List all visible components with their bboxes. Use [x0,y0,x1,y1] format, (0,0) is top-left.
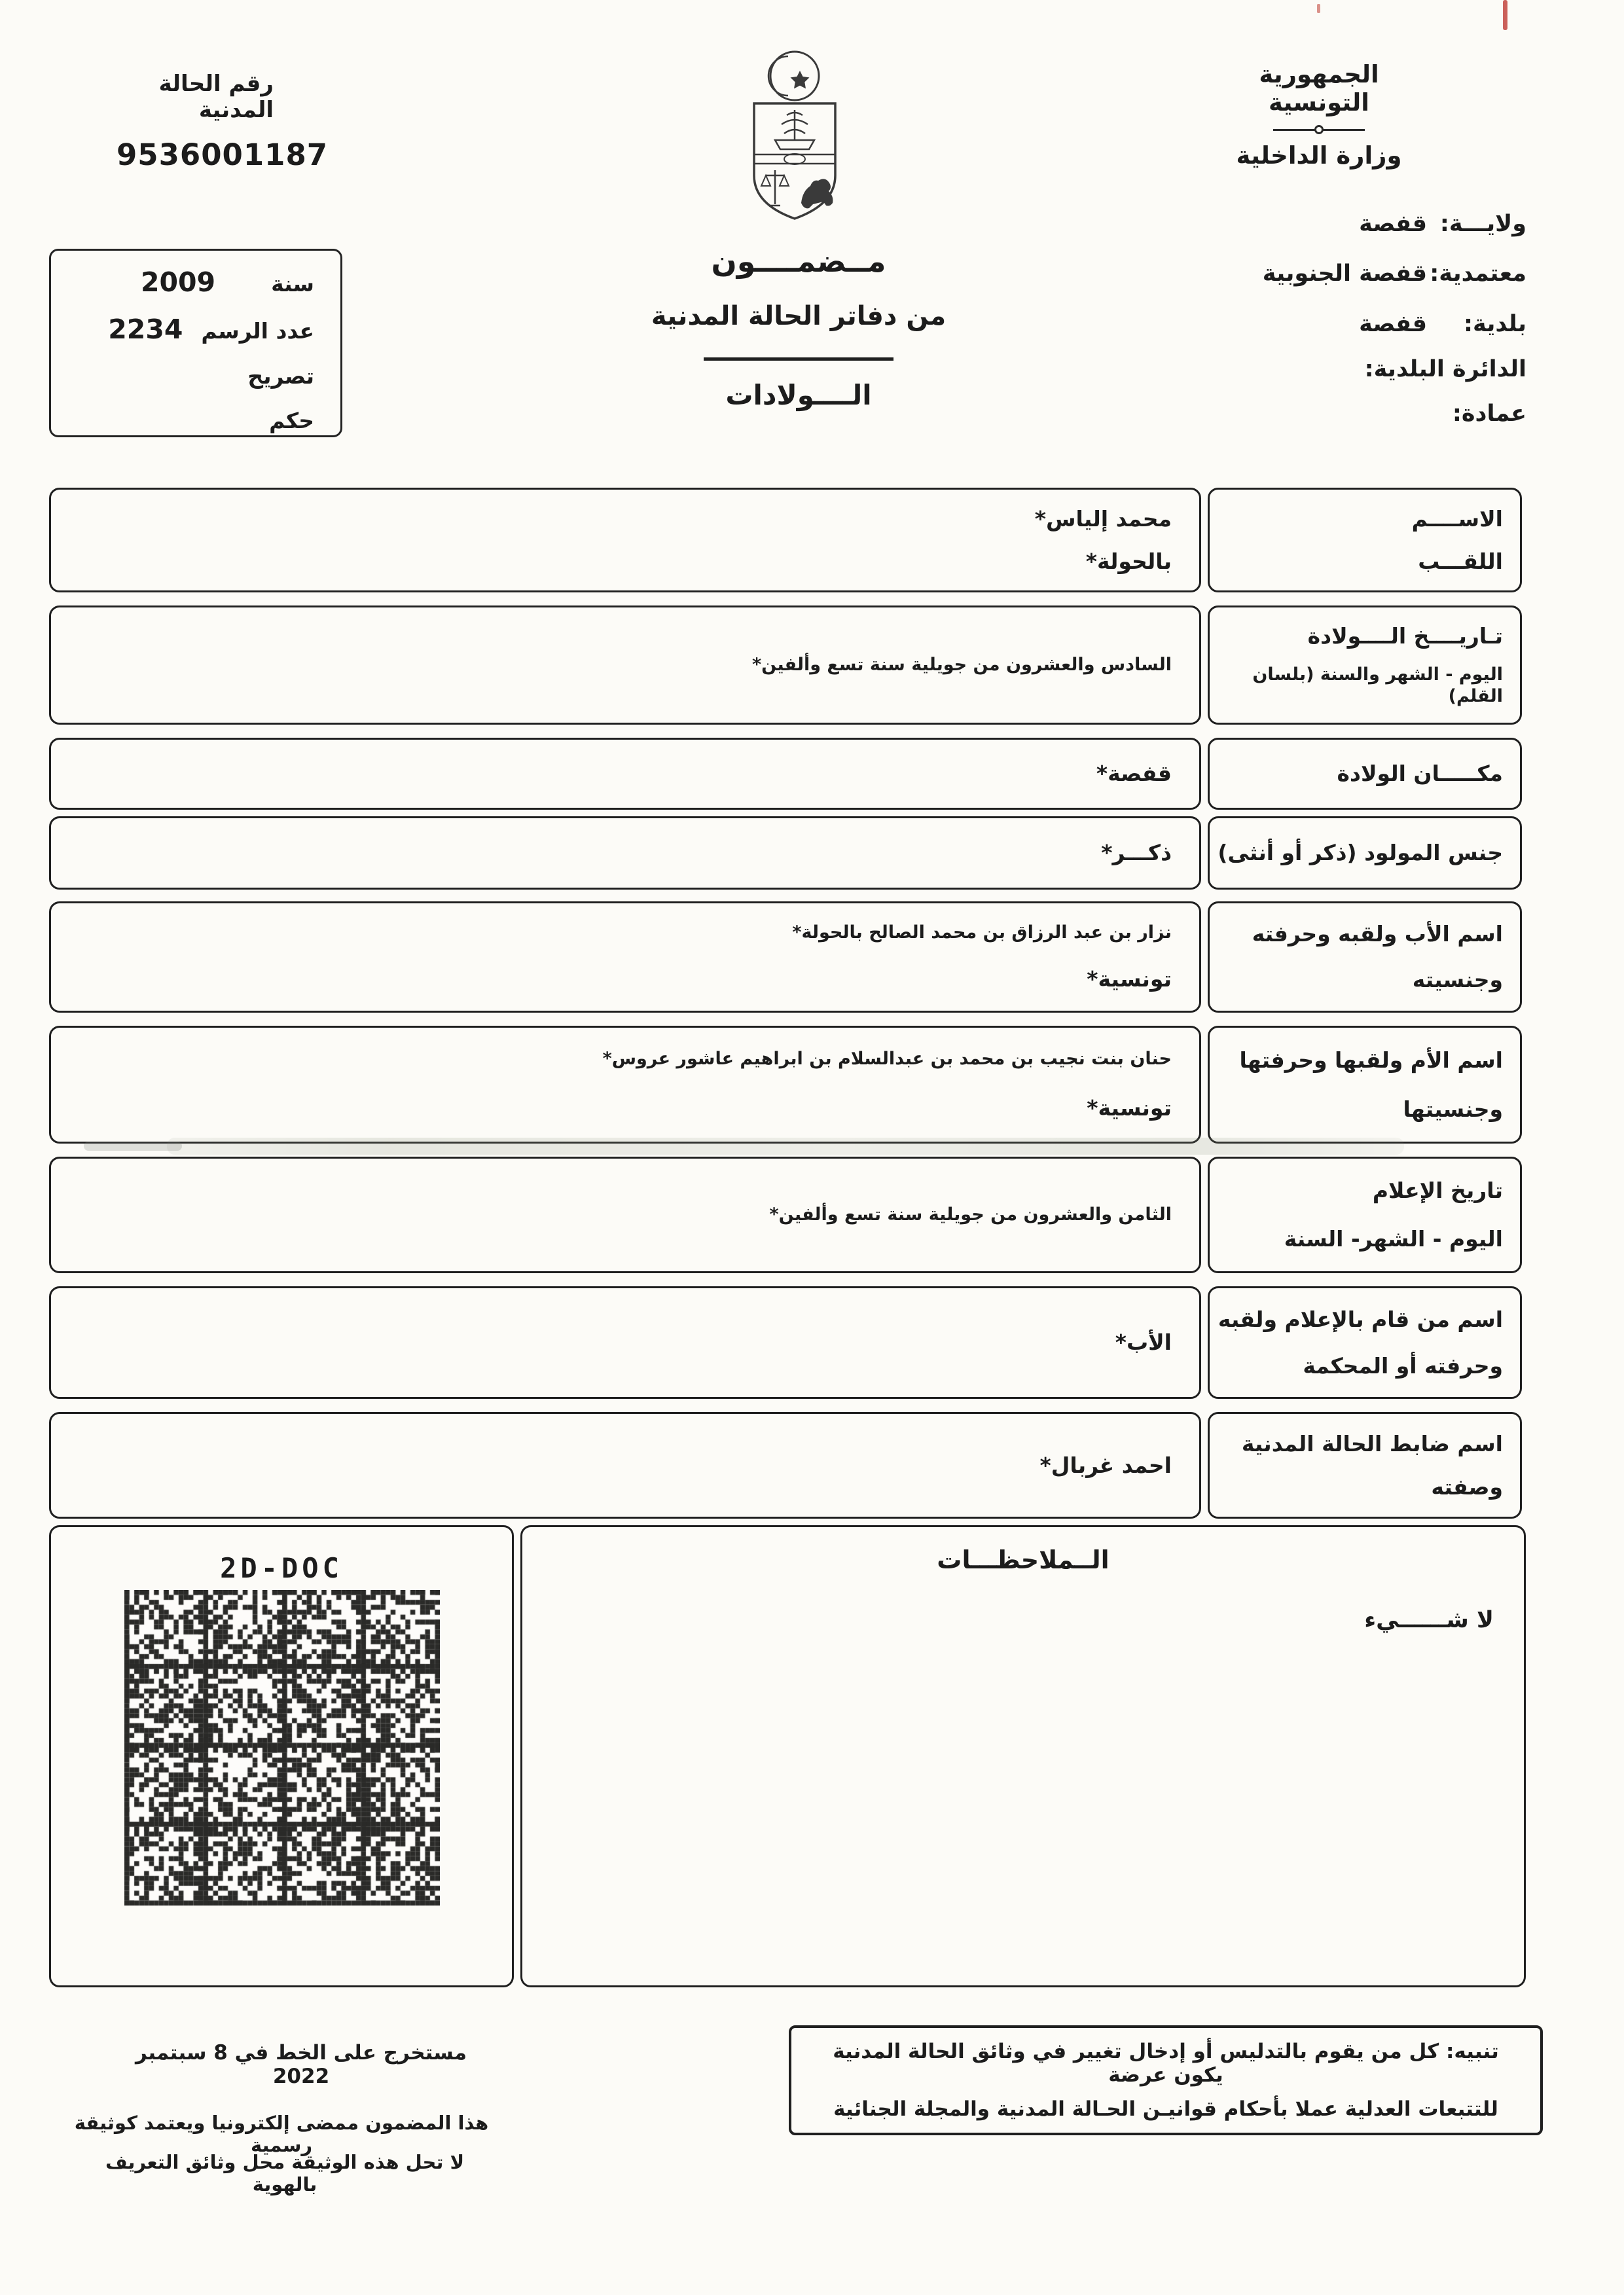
2d-doc-label: 2D-DOC [220,1552,343,1584]
notes-title: الــملاحظـــات [937,1545,1110,1574]
registry-declaration-row [247,363,314,389]
notes-box [520,1525,1526,1987]
field-label-box-line: اسم من قام بالإعلام ولقبه [1218,1306,1503,1332]
notes-content: لا شــــــيء [1364,1607,1494,1633]
registry-year-row [141,266,314,298]
field-label-box-line: اليوم - الشهر والسنة (بلسان القلم) [1252,664,1503,707]
field-value-box-3 [49,816,1201,890]
civil-number-block [117,71,329,172]
registry-box [49,249,342,437]
mutamadiya-label: معتمدية: [1430,261,1526,287]
field-value-box-line: احمد غربال* [1039,1452,1172,1478]
fraud-warning-box [789,2025,1543,2135]
imada-label: عمادة: [1452,401,1526,427]
field-label-box-6 [1208,1157,1522,1273]
field-value-box-2 [49,738,1201,810]
title-rule [704,357,893,361]
year-value: 2009 [140,266,216,298]
title-madhmoun: مــضمــــون [711,244,886,279]
wilaya-value: قفصة [1359,211,1427,237]
field-label-box-line: وجنسيته [1412,967,1503,993]
field-value-box-line: نزار بن عبد الرزاق بن محمد الصالح بالحولة* [792,922,1172,943]
red-pen-mark [1503,0,1507,30]
registry-record-row [108,314,314,345]
field-value-box-7 [49,1286,1201,1399]
field-label-box-line: مكـــــان الولادة [1337,761,1503,787]
field-mutamadiya [1263,261,1526,287]
field-label-box-line: وجنسيتها [1403,1096,1503,1122]
field-municipal-district [1365,356,1526,382]
field-value-box-5 [49,1026,1201,1144]
wilaya-label: ولايـــة: [1439,211,1526,237]
record-number-value: 2234 [108,314,183,345]
field-label-box-line: اسم الأب ولقبه وحرفته [1252,921,1503,947]
warning-line-2: للتتبعات العدلية عملا بأحكام قوانيـن الحـالة المدنية والمجلة الجنائية [833,2097,1498,2121]
field-value-box-line: ذكـــر* [1101,840,1172,866]
municipal-district-label: الدائرة البلدية: [1364,356,1526,382]
tunisia-coat-of-arms-icon [738,47,851,225]
field-value-box-line: بالحولة* [1085,548,1172,574]
field-value-box-8 [49,1412,1201,1519]
ministry-title: وزارة الداخلية [1236,141,1402,170]
document-title [615,244,982,411]
field-label-box-5 [1208,1026,1522,1144]
field-value-box-line: الأب* [1115,1329,1172,1356]
location-fields [1178,211,1526,427]
declaration-label: تصريح [247,363,314,389]
republic-header [1224,60,1414,170]
field-value-box-line: السادس والعشرون من جويلية سنة تسع وألفين* [751,655,1172,676]
field-label-box-line: اسم الأم ولقبها وحرفتها [1239,1047,1503,1073]
field-label-box-4 [1208,901,1522,1013]
field-imada [1453,401,1526,427]
field-label-box-line: اللقـــب [1418,548,1503,574]
baladiya-value: قفصة [1359,311,1427,337]
field-label-box-line: جنس المولود (ذكر أو أنثى) [1218,840,1503,866]
field-value-box-line: قفصة* [1096,761,1172,787]
judgment-label: حكم [269,408,314,433]
field-label-box-line: وحرفته أو المحكمة [1303,1352,1503,1379]
field-value-box-4 [49,901,1201,1013]
field-label-box-8 [1208,1412,1522,1519]
field-label-box-line: الاســــم [1411,505,1503,532]
baladiya-label: بلدية: [1463,311,1526,337]
not-identity-document-line: لا تحل هذه الوثيقة محل وثائق التعريف بالهوية [105,2151,465,2196]
field-label-box-1 [1208,605,1522,725]
header-divider [1273,124,1365,135]
field-value-box-line: حنان بنت نجيب بن محمد بن عبدالسلام بن ابراهيم عاشور عروس* [602,1048,1172,1069]
field-label-box-line: تـاريــــخ الــــولادة [1307,623,1503,649]
barcode-box [49,1525,514,1987]
field-value-box-line: محمد إلياس* [1034,505,1172,532]
field-label-box-line: تاريخ الإعلام [1372,1178,1503,1204]
field-value-box-6 [49,1157,1201,1273]
field-baladiya [1359,311,1526,337]
red-dot-mark [1317,4,1320,13]
field-label-box-7 [1208,1286,1522,1399]
extraction-date-line: مستخرج على الخط في 8 سبتمبر 2022 [135,2041,467,2088]
field-value-box-line: تونسية* [1087,1095,1172,1121]
field-label-box-line: اليوم - الشهر- السنة [1284,1226,1503,1252]
field-label-box-0 [1208,488,1522,592]
mutamadiya-value: قفصة الجنوبية [1262,261,1427,287]
republic-title: الجمهورية التونسية [1259,60,1379,117]
title-births: الــــولادات [725,379,872,411]
field-value-box-1 [49,605,1201,725]
field-value-box-line: تونسية* [1087,966,1172,992]
registry-judgment-row [269,408,314,433]
field-label-box-3 [1208,816,1522,890]
electronic-signature-line: هذا المضمون ممضى إلكترونيا ويعتمد كوثيقة رسمية [74,2112,489,2156]
field-label-box-line: وصفته [1431,1474,1503,1500]
field-value-box-0 [49,488,1201,592]
civil-number-value: 9536001187 [117,137,329,172]
field-label-box-line: اسم ضابط الحالة المدنية [1241,1430,1503,1456]
field-label-box-2 [1208,738,1522,810]
2d-doc-barcode [124,1590,440,1906]
warning-line-1: تنبيه: كل من يقوم بالتدليس أو إدخال تغيير في وثائق الحالة المدنية يكون عرضة [833,2040,1499,2087]
record-number-label: عدد الرسم [201,318,314,344]
year-label: سنة [271,271,314,297]
title-registers: من دفاتر الحالة المدنية [651,301,947,331]
field-value-box-line: الثامن والعشرون من جويلية سنة تسع وألفين* [769,1204,1172,1225]
field-wilaya [1359,211,1526,237]
civil-number-label: رقم الحالة المدنية [158,71,274,123]
